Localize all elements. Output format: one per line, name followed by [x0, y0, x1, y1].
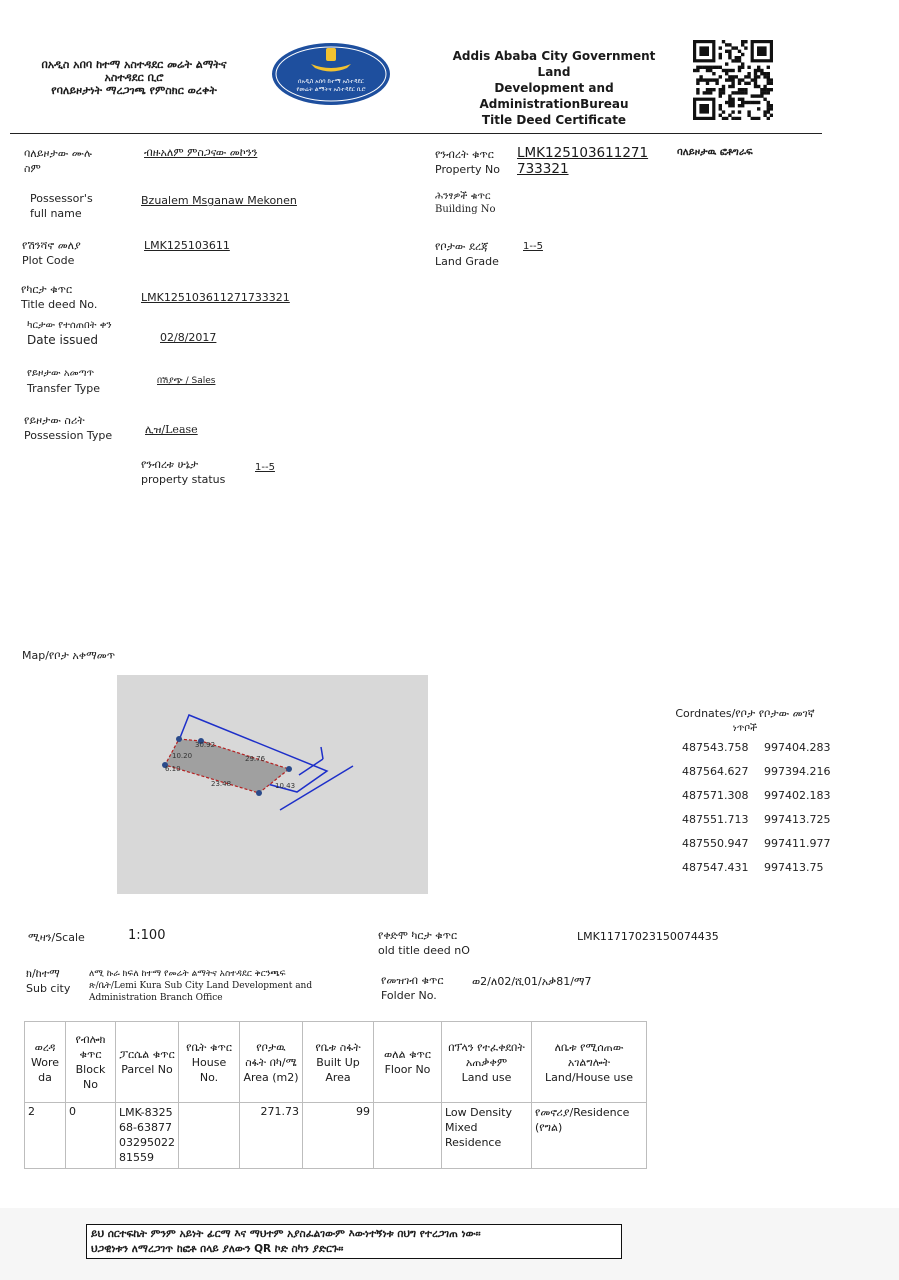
coord-easting: 487547.431 [682, 861, 749, 874]
coord-northing: 997411.977 [764, 837, 831, 850]
header-divider [10, 133, 822, 134]
date-issued-value: 02/8/2017 [160, 331, 217, 344]
name-en-label-line-2: full name [30, 207, 82, 220]
coord-easting: 487550.947 [682, 837, 749, 850]
land-grade-label-en: Land Grade [435, 255, 499, 268]
qr-code[interactable] [693, 40, 773, 120]
property-status-label-am: የንብረቱ ሁኔታ [141, 458, 199, 471]
plot-code-label [22, 238, 81, 268]
map-title: Map/የቦታ አቀማመጥ [22, 649, 116, 662]
transfer-type-label-am: የይዞታው አመጣጥ [27, 368, 95, 379]
plot-code-label-en: Plot Code [22, 254, 75, 267]
cell-house-use: የመኖሪያ/Residence (የግል) [532, 1103, 647, 1169]
col-block-line-4: No [83, 1078, 98, 1091]
date-issued-label [27, 318, 112, 348]
transfer-type-value: በሽያጭ / Sales [157, 376, 216, 386]
transfer-type-label [27, 366, 100, 396]
building-no-label-am: ሕንፃዎች ቁጥር [435, 191, 491, 202]
property-no-label-am: የንብረት ቁጥር [435, 148, 494, 161]
coord-northing: 997394.216 [764, 765, 831, 778]
bureau-name-english [440, 48, 668, 128]
col-house-line-2: House No. [191, 1055, 227, 1084]
coordinates-title [670, 706, 820, 736]
date-issued-label-am: ካርታው የተሰጠበት ቀን [27, 320, 112, 331]
possession-type-value: ሊዝ/Lease [145, 423, 198, 436]
property-status-label-en: property status [141, 473, 226, 486]
subcity-value-line-1: ለሚ ኩራ ክፍለ ከተማ የመሬት ልማትና አስተዳደር ቅርንጫፍ [89, 969, 286, 979]
name-am-label-line-1: ባለይዞታው ሙሉ [24, 147, 92, 160]
property-no-label-en: Property No [435, 163, 501, 176]
cell-woreda: 2 [25, 1103, 66, 1169]
subcity-label-am: ክ/ከተማ [26, 967, 60, 980]
property-status-value: 1--5 [255, 462, 275, 473]
folder-label-en: Folder No. [381, 989, 437, 1002]
property-no-value-line-2: 733321 [517, 161, 569, 177]
col-built-up-area [303, 1022, 374, 1103]
coord-northing: 997404.283 [764, 741, 831, 754]
cell-built-up-area: 99 [303, 1103, 374, 1169]
subcity-value [89, 968, 312, 1004]
col-woreda-line-2: Wore [30, 1055, 59, 1069]
col-block-line-1: የብሎክ [75, 1033, 106, 1046]
title-deed-label-en: Title deed No. [21, 298, 98, 311]
map-dim-5: 6.10 [165, 765, 181, 773]
coord-easting: 487543.758 [682, 741, 749, 754]
transfer-type-label-en: Transfer Type [27, 382, 100, 395]
col-block-line-3: Block [75, 1063, 106, 1076]
possessor-photo-label: ባለይዞታዉ ፎቶግራፍ [677, 147, 753, 158]
property-status-label [141, 457, 225, 487]
property-no-value-line-1: LMK125103611271 [517, 145, 649, 161]
name-am-label-line-2: ስም [24, 162, 41, 175]
verification-notice [86, 1224, 622, 1259]
table-row [25, 1103, 647, 1169]
col-woreda [25, 1022, 66, 1103]
bureau-logo [271, 42, 391, 106]
col-floor-no [374, 1022, 442, 1103]
col-woreda-line-1: ወረዳ [34, 1040, 56, 1054]
map-dim-6: 30.92 [195, 741, 216, 749]
col-houseuse-line-3: Land/House use [545, 1070, 633, 1084]
header-en-line-2: Development and [494, 81, 614, 95]
subcity-label [26, 966, 70, 996]
building-no-label [435, 190, 496, 216]
old-deed-label [378, 928, 470, 958]
logo-text-line-2: የመሬት ልማትና አስተዳደር ቢሮ [296, 86, 366, 93]
notice-line-1: ይህ ሰርተፍኬት ምንም አይነት ፊርማ እና ማህተም አያስፈልገውም እውነተኝነቱ በህግ የተረጋገጠ ነው። [91, 1228, 481, 1240]
col-area-line-2: ስፋት በካ/ሜ [245, 1055, 297, 1069]
col-parcel-no [116, 1022, 179, 1103]
table-header-row [25, 1022, 647, 1103]
possession-type-label-am: የይዞታው ስሪት [24, 414, 85, 427]
old-deed-label-am: የቀድሞ ካርታ ቁጥር [378, 929, 458, 942]
coord-easting: 487551.713 [682, 813, 749, 826]
name-en-label [30, 191, 93, 221]
col-built-line-1: የቤቱ ስፋት [315, 1040, 361, 1054]
col-landuse-line-1: በፕላን የተፈቀደበት [448, 1040, 525, 1054]
logo-text-line-1: በአዲስ አበባ ከተማ አስተዳደር [298, 78, 364, 85]
map-dim-4: 10.43 [275, 782, 296, 790]
scale-label: ሚዛን/Scale [28, 931, 85, 944]
folder-label-am: የመዝገብ ቁጥር [381, 974, 444, 987]
land-grade-label [435, 239, 499, 269]
coord-northing: 997413.725 [764, 813, 831, 826]
header-am-line-2: አስተዳደር ቢሮ [104, 71, 164, 84]
col-parcel-line-2: Parcel No [121, 1063, 173, 1076]
coord-easting: 487564.627 [682, 765, 749, 778]
site-map [117, 675, 428, 894]
header-en-line-3: AdministrationBureau [479, 97, 629, 111]
old-deed-label-en: old title deed nO [378, 944, 470, 957]
plot-code-value: LMK125103611 [144, 239, 230, 252]
header-en-line-4: Title Deed Certificate [481, 113, 627, 127]
coord-easting: 487571.308 [682, 789, 749, 802]
date-issued-label-en: Date issued [27, 333, 98, 347]
cell-house-no [179, 1103, 240, 1169]
header-am-line-3: የባለይዞታነት ማረጋገጫ የምስክር ወረቀት [51, 84, 217, 97]
col-area [240, 1022, 303, 1103]
col-built-line-3: Area [325, 1070, 351, 1084]
building-no-label-en: Building No [435, 204, 496, 215]
folder-value: ወ2/ለ02/ሺ01/አቃ81/ማ7 [472, 975, 592, 988]
col-area-line-1: የቦታዉ [256, 1040, 286, 1054]
col-woreda-line-3: da [38, 1070, 52, 1084]
cell-land-use: Low Density Mixed Residence [442, 1103, 532, 1169]
map-dim-1: 10.20 [172, 752, 193, 760]
land-details-table [24, 1021, 647, 1169]
coordinates-title-line-1: Cordnates/የቦታ የቦታው መገኛ [675, 707, 815, 720]
name-am-label [24, 146, 92, 176]
notice-line-2: ህጋዊነቱን ለማረጋገጥ ከፎቶ በላይ ያለውን QR ኮድ ስካን ያድርጉ። [91, 1243, 344, 1255]
col-house-use [532, 1022, 647, 1103]
col-block-line-2: ቁጥር [79, 1048, 102, 1061]
cell-block-no: 0 [66, 1103, 116, 1169]
title-deed-label-am: የካርታ ቁጥር [21, 283, 73, 296]
property-no-value [517, 145, 648, 177]
map-dim-2: 29.76 [245, 755, 266, 763]
property-no-label [435, 147, 500, 177]
folder-label [381, 973, 443, 1003]
subcity-value-line-2: ጽ/ቤት/Lemi Kura Sub City Land Development and [89, 981, 313, 991]
name-am-value: ብዙአለም ምስጋናው መኮንን [144, 146, 258, 159]
col-house-line-1: የቤት ቁጥር [186, 1040, 232, 1054]
col-area-line-3: Area (m2) [243, 1070, 299, 1084]
cell-floor-no [374, 1103, 442, 1169]
plot-code-label-am: የሽንሻኖ መለያ [22, 239, 81, 252]
subcity-value-line-3: Administration Branch Office [89, 993, 223, 1003]
cell-area: 271.73 [240, 1103, 303, 1169]
old-deed-value: LMK11717023150074435 [577, 930, 719, 943]
header-en-line-1: Addis Ababa City Government Land [452, 49, 656, 79]
col-built-line-2: Built Up [316, 1055, 360, 1069]
col-houseuse-line-1: ለቤቱ የሚሰጠው [554, 1040, 624, 1054]
col-floor-line-2: Floor No [384, 1063, 431, 1076]
col-house-no [179, 1022, 240, 1103]
name-en-value: Bzualem Msganaw Mekonen [141, 194, 297, 207]
map-dim-3: 23.48 [211, 780, 232, 788]
possession-type-label-en: Possession Type [24, 429, 113, 442]
coord-northing: 997402.183 [764, 789, 831, 802]
coord-northing: 997413.75 [764, 861, 824, 874]
col-houseuse-line-2: አገልግሎት [567, 1055, 611, 1069]
land-grade-value: 1--5 [523, 241, 543, 252]
col-block-no [66, 1022, 116, 1103]
header-am-line-1: በአዲስ አበባ ከተማ አስተዳደር መሬት ልማትና [41, 58, 227, 71]
col-land-use [442, 1022, 532, 1103]
title-deed-value: LMK125103611271733321 [141, 291, 290, 304]
possession-type-label [24, 413, 112, 443]
col-floor-line-1: ወለል ቁጥር [383, 1048, 432, 1061]
name-en-label-line-1: Possessor's [30, 192, 93, 205]
col-parcel-line-1: ፓርሴል ቁጥር [119, 1048, 175, 1061]
col-landuse-line-3: Land use [461, 1070, 512, 1084]
title-deed-label [21, 282, 97, 312]
subcity-label-en: Sub city [26, 982, 71, 995]
land-grade-label-am: የቦታው ደረጃ [435, 240, 489, 253]
bureau-name-amharic [18, 58, 250, 97]
scale-value: 1:100 [128, 928, 166, 943]
col-landuse-line-2: አጠቃቀም [465, 1055, 508, 1069]
coordinates-title-line-2: ነጥቦች [732, 723, 758, 734]
cell-parcel-no: LMK-832568-638770329502281559 [116, 1103, 179, 1169]
